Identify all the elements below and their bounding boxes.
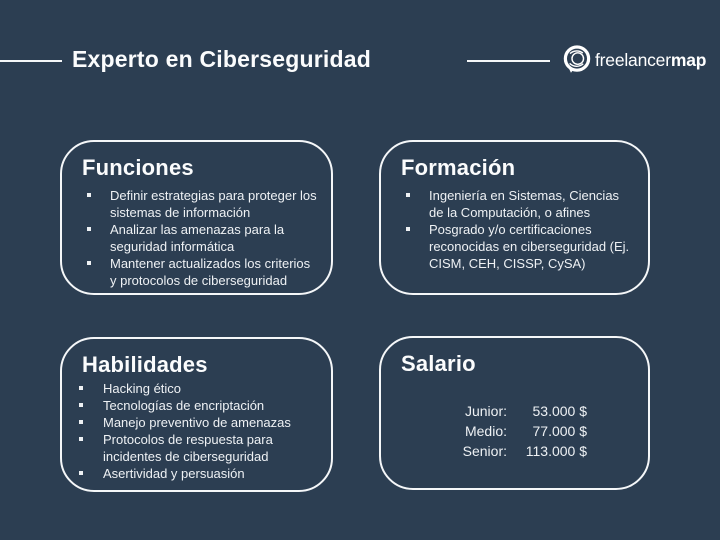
- salary-level-label: Medio:: [464, 423, 507, 439]
- page-title: Experto en Ciberseguridad: [72, 46, 371, 72]
- bullet-item: Definir estrategias para proteger los sistemas de información: [110, 187, 319, 221]
- card-funciones-title: Funciones: [82, 155, 194, 180]
- salary-amount: 77.000 $: [532, 423, 587, 439]
- salary-amount: 53.000 $: [532, 403, 587, 419]
- header-rule-mid: [467, 60, 550, 62]
- card-salario-title: Salario: [401, 351, 476, 376]
- bullet-item: Manejo preventivo de amenazas: [103, 414, 319, 431]
- funciones-list: [62, 187, 331, 289]
- card-habilidades: [60, 337, 333, 492]
- bullet-item: Protocolos de respuesta para incidentes de ciberseguridad: [103, 431, 319, 465]
- bullet-item: Ingeniería en Sistemas, Ciencias de la Computación, o afines: [429, 187, 636, 221]
- card-formacion-title: Formación: [401, 155, 516, 180]
- brand-wordmark: [595, 50, 706, 71]
- bullet-item: Mantener actualizados los criterios y protocolos de ciberseguridad: [110, 255, 319, 289]
- card-habilidades-title: Habilidades: [82, 352, 208, 377]
- bullet-item: Posgrado y/o certificaciones reconocidas en ciberseguridad (Ej. CISM, CEH, CISSP, CySA): [429, 221, 636, 272]
- bullet-item: Asertividad y persuasión: [103, 465, 319, 482]
- salary-amount: 113.000 $: [525, 443, 587, 459]
- salary-level-label: Senior:: [462, 443, 507, 459]
- bullet-item: Hacking ético: [103, 380, 319, 397]
- header-rule-left: [0, 60, 62, 62]
- card-funciones: [60, 140, 333, 295]
- bullet-item: Analizar las amenazas para la seguridad informática: [110, 221, 319, 255]
- salary-row: [439, 401, 648, 421]
- freelancermap-logo: [560, 43, 706, 77]
- freelancermap-globe-icon: [560, 43, 594, 77]
- habilidades-list: [62, 380, 331, 482]
- brand-map: map: [670, 49, 707, 70]
- salary-row: [439, 421, 648, 441]
- card-salario: [379, 336, 650, 490]
- bullet-item: Tecnologías de encriptación: [103, 397, 319, 414]
- salary-table: [439, 401, 648, 461]
- card-formacion: [379, 140, 650, 295]
- formacion-list: [381, 187, 648, 272]
- salary-level-label: Junior:: [464, 403, 507, 419]
- brand-freelancer: freelancer: [595, 49, 671, 70]
- salary-row: [439, 441, 648, 461]
